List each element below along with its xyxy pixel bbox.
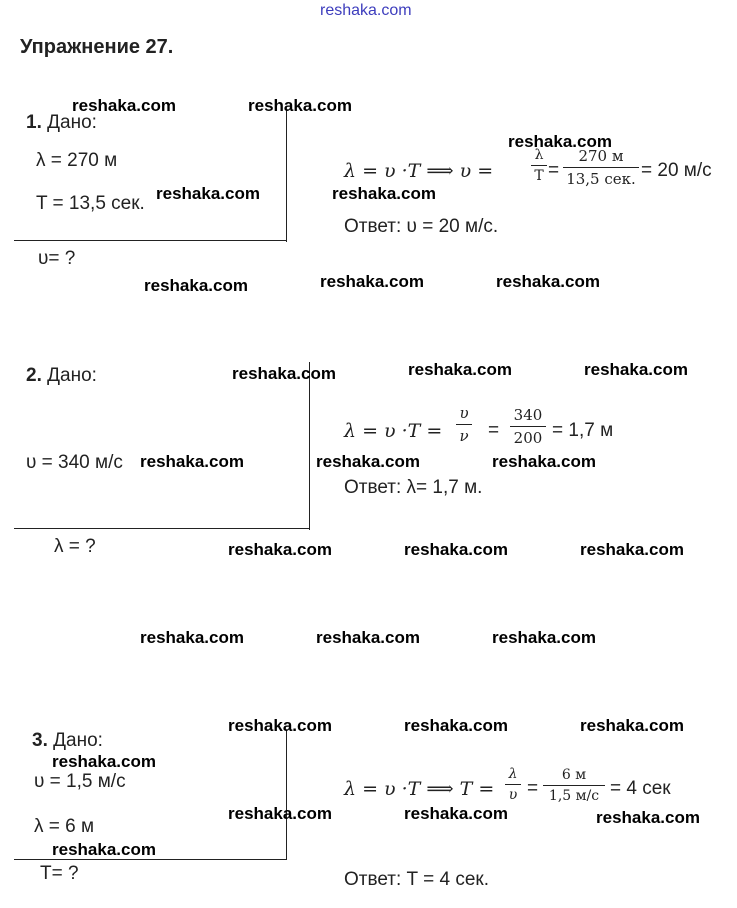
- watermark: reshaka.com: [580, 540, 684, 559]
- formula-left: λ = υ ·T ⟹ υ =: [344, 160, 494, 182]
- fraction-denominator: T: [534, 168, 544, 184]
- given-label: Дано:: [47, 365, 97, 386]
- watermark: reshaka.com: [492, 628, 596, 647]
- given-divider-vertical: [286, 110, 287, 242]
- fraction-lambda-over-speed: [505, 766, 521, 803]
- given-period: T = 13,5 сек.: [36, 193, 145, 214]
- equals-sign: =: [527, 778, 539, 799]
- watermark: reshaka.com: [492, 452, 596, 471]
- watermark: reshaka.com: [140, 628, 244, 647]
- equals-sign: =: [488, 420, 500, 441]
- given-wavelength: λ = 270 м: [36, 150, 118, 171]
- watermark: reshaka.com: [316, 452, 420, 471]
- fraction-numerator: λ: [508, 766, 518, 782]
- watermark: reshaka.com: [228, 540, 332, 559]
- given-speed: υ = 340 м/с: [26, 452, 123, 473]
- result-value: = 1,7 м: [552, 420, 614, 441]
- fraction-speed-over-frequency: [456, 404, 472, 445]
- watermark: reshaka.com: [320, 272, 424, 291]
- given-divider-vertical: [286, 730, 287, 860]
- watermark: reshaka.com: [332, 184, 436, 203]
- watermark: reshaka.com: [404, 716, 508, 735]
- fraction-lambda-over-t: [531, 147, 547, 184]
- find-speed: υ= ?: [38, 248, 76, 269]
- fraction-denominator: 1,5 м/с: [548, 788, 600, 804]
- fraction-denominator: ν: [459, 427, 469, 445]
- watermark: reshaka.com: [72, 96, 176, 115]
- given-wavelength: λ = 6 м: [34, 816, 95, 837]
- formula-left: λ = υ ·T ⟹ T =: [344, 778, 495, 800]
- watermark: reshaka.com: [404, 540, 508, 559]
- watermark: reshaka.com: [584, 360, 688, 379]
- given-label: Дано:: [53, 730, 103, 751]
- fraction-numerator: λ: [534, 147, 544, 163]
- problem-number: 2.: [26, 365, 42, 386]
- fraction-values: [510, 406, 546, 447]
- watermark: reshaka.com: [52, 752, 156, 771]
- fraction-values: [563, 147, 639, 188]
- watermark: reshaka.com: [408, 360, 512, 379]
- answer-line: Ответ: λ= 1,7 м.: [344, 477, 483, 498]
- fraction-numerator: 340: [513, 406, 543, 424]
- find-period: T= ?: [40, 863, 79, 884]
- site-link[interactable]: reshaka.com: [320, 2, 412, 19]
- given-divider-horizontal: [14, 528, 310, 529]
- given-speed: υ = 1,5 м/с: [34, 771, 126, 792]
- watermark: reshaka.com: [316, 628, 420, 647]
- fraction-numerator: 270 м: [578, 147, 624, 165]
- watermark: reshaka.com: [140, 452, 244, 471]
- watermark: reshaka.com: [232, 364, 336, 383]
- watermark: reshaka.com: [156, 184, 260, 203]
- page-title: Упражнение 27.: [20, 36, 174, 58]
- given-label: Дано:: [47, 112, 97, 133]
- fraction-numerator: 6 м: [561, 767, 587, 783]
- answer-line: Ответ: T = 4 сек.: [344, 869, 489, 890]
- find-wavelength: λ = ?: [54, 536, 96, 557]
- fraction-denominator: 13,5 сек.: [566, 170, 636, 188]
- formula-left: λ = υ ·T =: [344, 420, 443, 442]
- watermark: reshaka.com: [404, 804, 508, 823]
- problem-3-header: [32, 730, 103, 752]
- given-divider-horizontal: [14, 240, 287, 241]
- answer-line: Ответ: υ = 20 м/с.: [344, 216, 499, 237]
- watermark: reshaka.com: [144, 276, 248, 295]
- watermark: reshaka.com: [248, 96, 352, 115]
- result-value: = 4 сек: [610, 778, 671, 799]
- fraction-numerator: υ: [459, 404, 469, 422]
- given-divider-vertical: [309, 362, 310, 530]
- watermark: reshaka.com: [52, 840, 156, 859]
- problem-number: 3.: [32, 730, 48, 751]
- watermark: reshaka.com: [580, 716, 684, 735]
- result-value: = 20 м/с: [641, 160, 712, 181]
- watermark: reshaka.com: [496, 272, 600, 291]
- problem-2-header: [26, 365, 97, 387]
- watermark: reshaka.com: [508, 132, 612, 151]
- fraction-denominator: 200: [513, 429, 543, 447]
- fraction-denominator: υ: [508, 787, 518, 803]
- equals-sign: =: [548, 160, 560, 181]
- fraction-values: [543, 767, 605, 804]
- watermark: reshaka.com: [596, 808, 700, 827]
- watermark: reshaka.com: [228, 716, 332, 735]
- watermark: reshaka.com: [228, 804, 332, 823]
- problem-number: 1.: [26, 112, 42, 133]
